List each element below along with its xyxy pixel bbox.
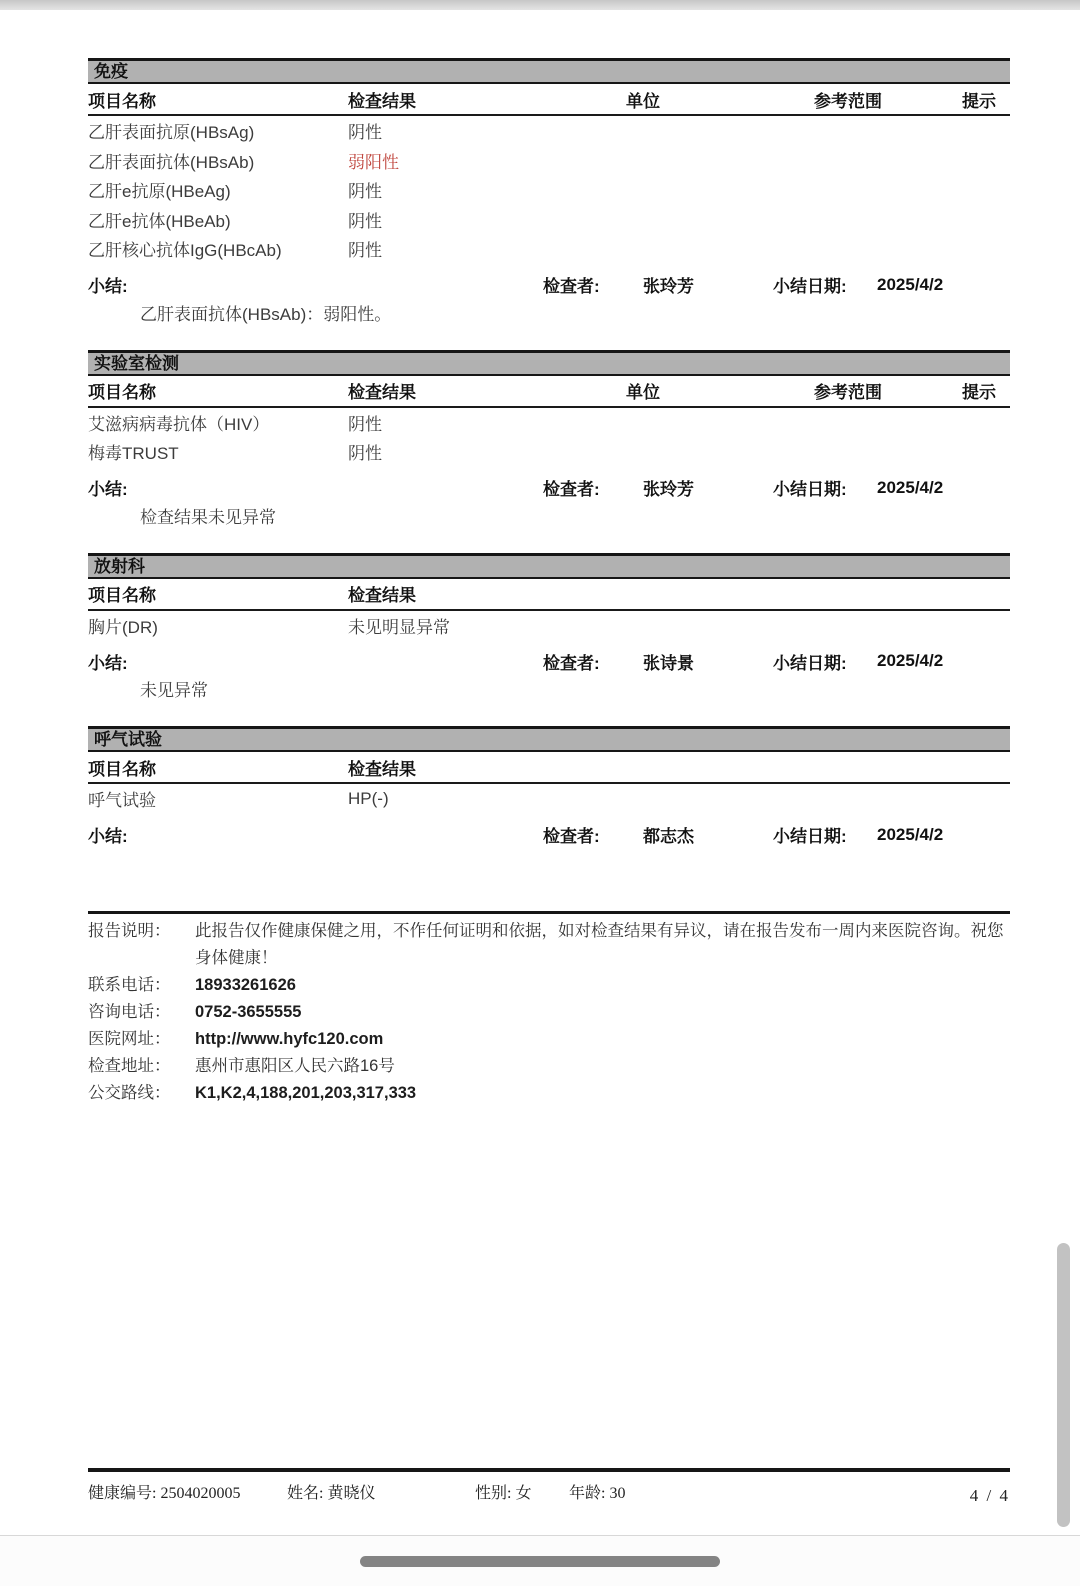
summary-date-label: 小结日期:	[773, 827, 847, 846]
section-title-bar	[88, 350, 1010, 376]
contact-phone-label: 联系电话：	[88, 975, 171, 994]
summary-row	[88, 268, 1010, 302]
item-name: 梅毒TRUST	[88, 444, 179, 464]
item-result: 阴性	[348, 182, 382, 202]
item-name: 乙肝核心抗体IgG(HBcAb)	[88, 241, 282, 261]
checker-name: 张玲芳	[643, 277, 694, 296]
summary-note: 乙肝表面抗体(HBsAb)：弱阳性。	[140, 304, 392, 324]
col-header-result: 检查结果	[348, 91, 416, 111]
patient-gender	[475, 1480, 569, 1503]
item-result: 阴性	[348, 414, 382, 434]
website-value: http://www.hyfc120.com	[195, 1029, 384, 1048]
summary-note: 未见异常	[140, 681, 208, 700]
table-row	[88, 205, 1010, 235]
col-header-reference: 参考范围	[814, 383, 882, 402]
item-result: 阴性	[348, 211, 382, 231]
patient-age-label: 年龄:	[569, 1485, 606, 1502]
checker-label: 检查者:	[543, 653, 600, 673]
bus-route-value: K1,K2,4,188,201,203,317,333	[195, 1083, 417, 1102]
item-name: 胸片(DR)	[88, 617, 158, 637]
footer-info-block	[88, 911, 1010, 1107]
item-name: 呼气试验	[88, 791, 156, 811]
patient-age-value: 30	[609, 1485, 626, 1502]
health-id-value: 2504020005	[160, 1485, 241, 1502]
table-row	[88, 175, 1010, 205]
patient-name-label: 姓名:	[287, 1485, 324, 1502]
item-result: 阴性	[348, 123, 382, 143]
table-header-row	[88, 376, 1010, 408]
vertical-scrollbar-thumb[interactable]	[1057, 1243, 1070, 1527]
summary-row	[88, 471, 1010, 505]
item-name: 乙肝e抗体(HBeAb)	[88, 211, 231, 231]
item-result: 未见明显异常	[348, 617, 450, 637]
item-name: 乙肝e抗原(HBeAg)	[88, 182, 231, 202]
website-line	[88, 1026, 1010, 1053]
summary-row	[88, 818, 1010, 852]
summary-date-label: 小结日期:	[773, 653, 847, 673]
table-header-row	[88, 579, 1010, 611]
section-title-bar	[88, 58, 1010, 84]
section-title-bar	[88, 726, 1010, 752]
patient-name	[287, 1480, 475, 1503]
page-indicator: 4 / 4	[969, 1486, 1010, 1505]
summary-date: 2025/4/2	[877, 477, 944, 497]
section-title-bar	[88, 553, 1010, 579]
health-id-label: 健康编号:	[88, 1485, 157, 1502]
report-document	[88, 0, 1010, 1107]
col-header-unit: 单位	[626, 383, 660, 402]
patient-age	[569, 1480, 970, 1503]
summary-date: 2025/4/2	[877, 274, 944, 294]
summary-label: 小结:	[88, 277, 128, 296]
col-header-item-name: 项目名称	[88, 91, 156, 111]
col-header-item-name: 项目名称	[88, 383, 156, 402]
bus-route-label: 公交路线：	[88, 1083, 171, 1102]
patient-gender-value: 女	[515, 1485, 532, 1502]
section-title: 放射科	[94, 556, 145, 576]
address-line	[88, 1053, 1010, 1080]
summary-label: 小结:	[88, 480, 128, 499]
report-note-line	[88, 918, 1010, 972]
contact-phone-value: 18933261626	[195, 975, 296, 994]
consult-phone-line	[88, 999, 1010, 1026]
col-header-result: 检查结果	[348, 383, 416, 402]
summary-date-label: 小结日期:	[773, 277, 847, 296]
section-title: 免疫	[94, 62, 128, 81]
item-result-abnormal: 弱阳性	[348, 152, 399, 172]
item-result: 阴性	[348, 241, 382, 261]
checker-label: 检查者:	[543, 480, 600, 499]
item-name: 艾滋病病毒抗体（HIV）	[88, 414, 270, 434]
report-note-text: 此报告仅作健康保健之用，不作任何证明和依据，如对检查结果有异议，请在报告发布一周内来医院咨询。祝您身体健康！	[195, 921, 1004, 967]
section-immunology	[88, 58, 1010, 328]
table-row	[88, 116, 1010, 146]
checker-label: 检查者:	[543, 277, 600, 296]
checker-label: 检查者:	[543, 827, 600, 846]
summary-date-label: 小结日期:	[773, 480, 847, 499]
consult-phone-value: 0752-3655555	[195, 1002, 302, 1021]
summary-row	[88, 644, 1010, 678]
table-row	[88, 611, 1010, 641]
patient-name-value: 黄晓仪	[327, 1485, 376, 1502]
col-header-hint: 提示	[962, 91, 996, 111]
checker-name: 张诗景	[643, 653, 694, 673]
table-row	[88, 408, 1010, 438]
table-row	[88, 234, 1010, 264]
checker-name: 都志杰	[643, 827, 694, 846]
table-row	[88, 437, 1010, 467]
item-result: HP(-)	[348, 788, 389, 808]
health-id	[88, 1480, 287, 1503]
address-value: 惠州市惠阳区人民六路16号	[195, 1056, 395, 1075]
col-header-result: 检查结果	[348, 759, 416, 779]
section-title: 呼气试验	[94, 730, 162, 749]
col-header-reference: 参考范围	[814, 91, 882, 111]
consult-phone-label: 咨询电话：	[88, 1002, 171, 1021]
section-breath-test	[88, 726, 1010, 852]
table-header-row	[88, 84, 1010, 116]
table-row	[88, 146, 1010, 176]
item-result: 阴性	[348, 444, 382, 464]
report-note-label: 报告说明：	[88, 921, 171, 940]
checker-name: 张玲芳	[643, 480, 694, 499]
website-label: 医院网址：	[88, 1029, 171, 1048]
bus-route-line	[88, 1080, 1010, 1107]
table-row	[88, 784, 1010, 814]
address-label: 检查地址：	[88, 1056, 171, 1075]
col-header-hint: 提示	[962, 383, 996, 402]
section-radiology	[88, 553, 1010, 705]
section-laboratory	[88, 350, 1010, 531]
table-header-row	[88, 752, 1010, 784]
col-header-item-name: 项目名称	[88, 759, 156, 779]
contact-phone-line	[88, 972, 1010, 999]
home-indicator-bar[interactable]	[360, 1556, 720, 1567]
summary-note: 检查结果未见异常	[140, 507, 276, 527]
section-title: 实验室检测	[94, 353, 179, 373]
col-header-unit: 单位	[626, 91, 660, 111]
summary-date: 2025/4/2	[877, 651, 944, 670]
col-header-item-name: 项目名称	[88, 586, 156, 605]
patient-info-bar	[88, 1468, 1010, 1506]
patient-gender-label: 性别:	[475, 1485, 512, 1502]
col-header-result: 检查结果	[348, 586, 416, 605]
item-name: 乙肝表面抗原(HBsAg)	[88, 123, 255, 143]
summary-label: 小结:	[88, 653, 128, 673]
summary-label: 小结:	[88, 827, 128, 846]
summary-date: 2025/4/2	[877, 824, 944, 844]
item-name: 乙肝表面抗体(HBsAb)	[88, 152, 255, 172]
